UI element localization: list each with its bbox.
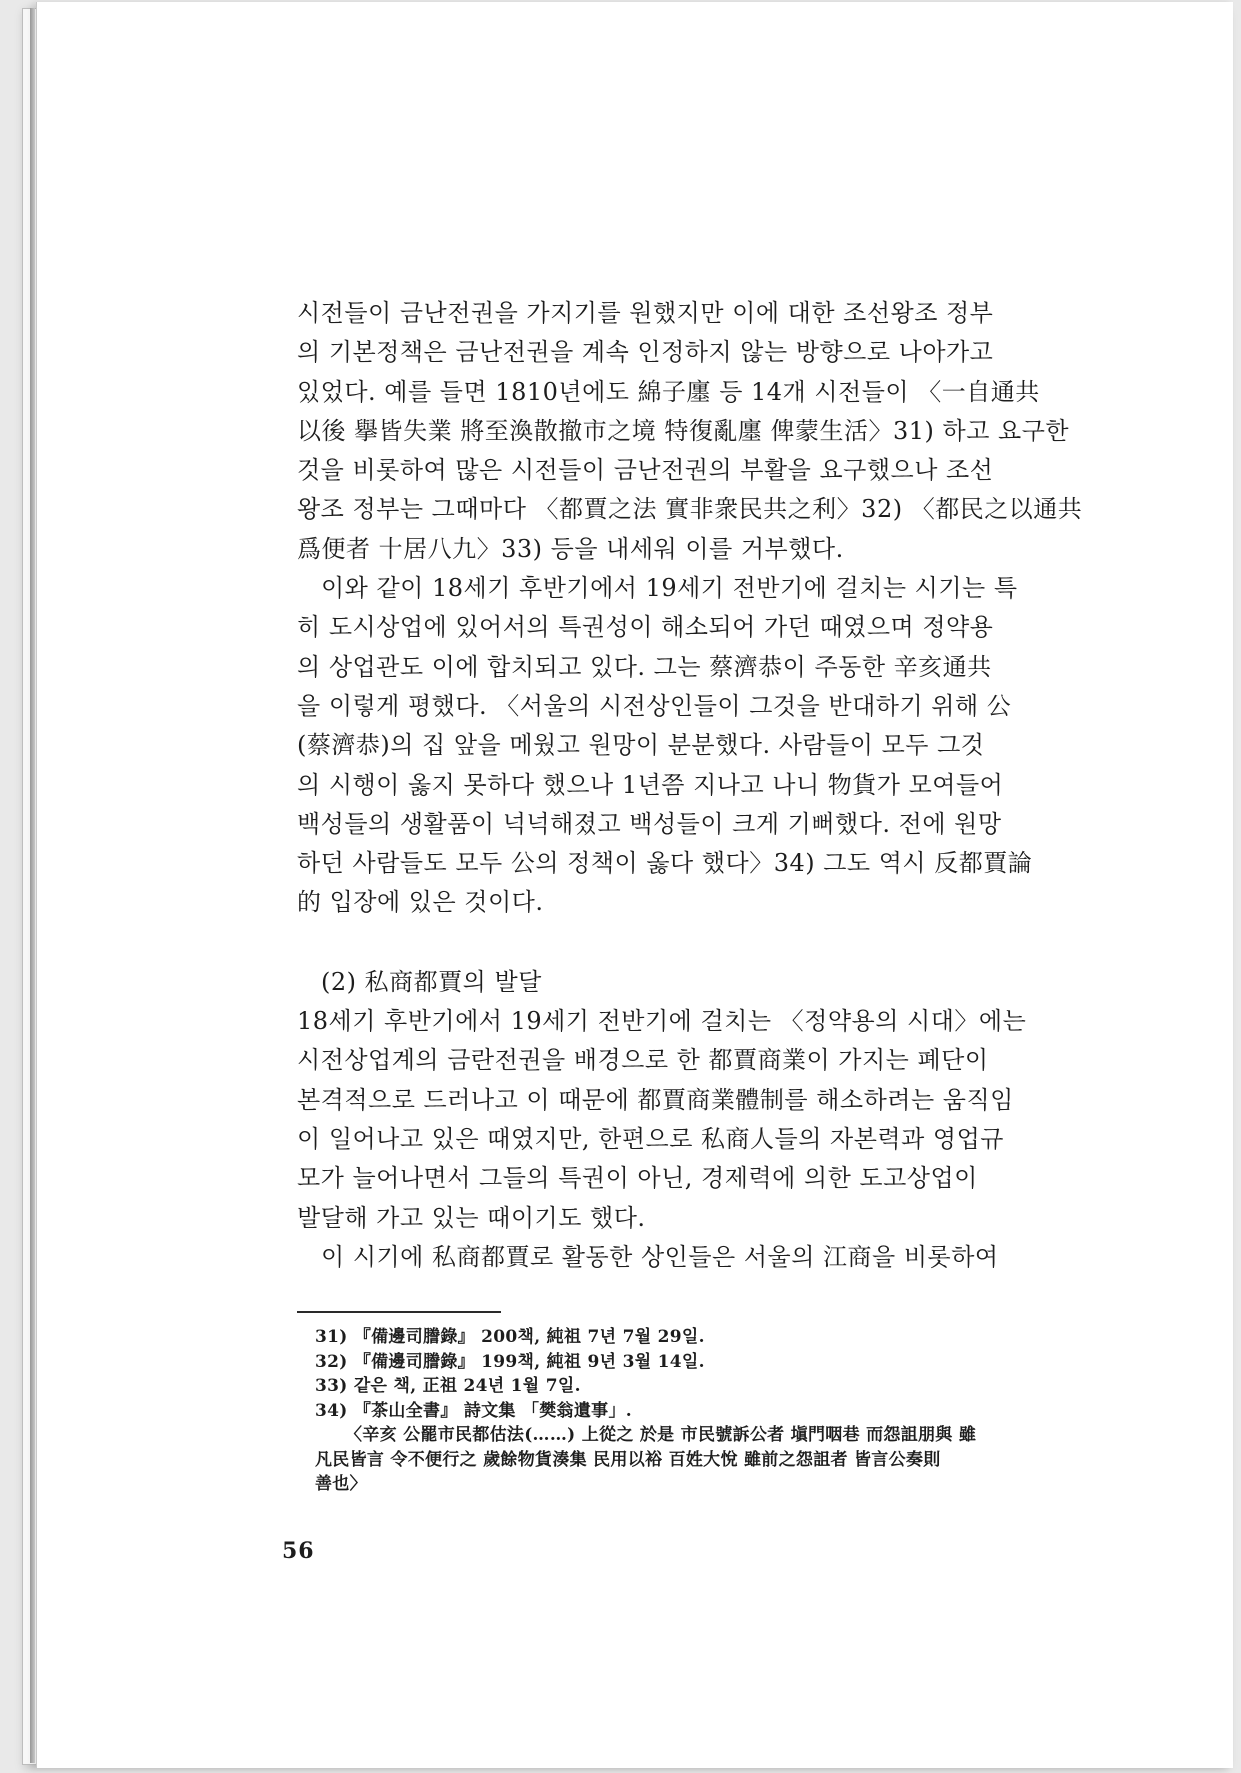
paragraph-3 [297, 1002, 1109, 1238]
footnote-34: 34) 『茶山全書』 詩文集 「樊翁遺事」. [315, 1400, 632, 1421]
text-line: 백성들의 생활품이 넉넉해졌고 백성들이 크게 기뻐했다. 전에 원망 [297, 809, 1002, 838]
text-line: (蔡濟恭)의 집 앞을 메웠고 원망이 분분했다. 사람들이 모두 그것 [297, 731, 985, 760]
text-line: 18세기 후반기에서 19세기 전반기에 걸치는 〈정약용의 시대〉에는 [297, 1007, 1027, 1036]
page-spine-edge [30, 8, 35, 1763]
paragraph-4 [297, 1238, 1109, 1277]
paragraph-2 [297, 569, 1109, 923]
text-line: 爲便者 十居八九〉33) 등을 내세워 이를 거부했다. [297, 534, 844, 563]
text-line: 的 입장에 있은 것이다. [297, 888, 544, 917]
footnote-quote-line: 凡民皆言 令不便行之 歲餘物貨湊集 民用以裕 百姓大悅 雖前之怨詛者 皆言公奏則 [315, 1449, 941, 1470]
footnote-quote-line: 〈辛亥 公罷市民都估法(……) 上從之 於是 市民號訴公者 塡門咽巷 而怨詛朋與 雖 [345, 1425, 977, 1446]
text-line: 의 기본정책은 금난전권을 계속 인정하지 않는 방향으로 나아가고 [297, 338, 994, 367]
footnote-32: 32) 『備邊司謄錄』 199책, 純祖 9년 3월 14일. [315, 1351, 705, 1372]
text-line: 있었다. 예를 들면 1810년에도 綿子廛 등 14개 시전들이 〈一自通共 [297, 377, 1040, 406]
text-line: 시전들이 금난전권을 가지기를 원했지만 이에 대한 조선왕조 정부 [297, 299, 994, 327]
text-line: 以後 擧皆失業 將至渙散撤市之境 特復亂廛 俾蒙生活〉31) 하고 요구한 [297, 416, 1070, 445]
paragraph-1 [297, 294, 1109, 569]
text-line: 의 상업관도 이에 합치되고 있다. 그는 蔡濟恭이 주동한 辛亥通共 [297, 652, 992, 681]
text-line: 을 이렇게 평했다. 〈서울의 시전상인들이 그것을 반대하기 위해 公 [297, 691, 1012, 720]
text-line: 이 일어나고 있은 때였지만, 한편으로 私商人들의 자본력과 영업규 [297, 1124, 1004, 1153]
text-line: 이 시기에 私商都賈로 활동한 상인들은 서울의 江商을 비롯하여 [321, 1242, 999, 1271]
footnote-31: 31) 『備邊司謄錄』 200책, 純祖 7년 7월 29일. [315, 1327, 705, 1348]
footnote-divider [297, 1311, 501, 1313]
page-number: 56 [282, 1538, 315, 1564]
text-line: 본격적으로 드러나고 이 때문에 都賈商業體制를 해소하려는 움직임 [297, 1085, 1014, 1114]
text-line: 것을 비롯하여 많은 시전들이 금난전권의 부활을 요구했으나 조선 [297, 456, 994, 485]
book-page [36, 2, 1233, 1768]
footnote-quote-line: 善也〉 [315, 1474, 367, 1495]
text-line: 시전상업계의 금란전권을 배경으로 한 都賈商業이 가지는 폐단이 [297, 1046, 989, 1075]
text-line: 의 시행이 옳지 못하다 했으나 1년쯤 지나고 나니 物貨가 모여들어 [297, 770, 1004, 799]
section-heading: (2) 私商都賈의 발달 [321, 967, 542, 996]
text-line: 발달해 가고 있는 때이기도 했다. [297, 1203, 646, 1232]
text-line: 이와 같이 18세기 후반기에서 19세기 전반기에 걸치는 시기는 특 [321, 574, 1018, 603]
text-line: 히 도시상업에 있어서의 특권성이 해소되어 가던 때였으며 정약용 [297, 613, 994, 642]
text-line: 왕조 정부는 그때마다 〈都賈之法 實非衆民共之利〉32) 〈都民之以通共 [297, 495, 1083, 524]
footnote-33: 33) 같은 책, 正祖 24년 1월 7일. [315, 1376, 581, 1397]
text-line: 모가 늘어나면서 그들의 특권이 아닌, 경제력에 의한 도고상업이 [297, 1164, 978, 1193]
page-content [297, 294, 1109, 1497]
footnotes [297, 1325, 1109, 1497]
text-line: 하던 사람들도 모두 公의 정책이 옳다 했다〉34) 그도 역시 反都賈論 [297, 849, 1033, 878]
